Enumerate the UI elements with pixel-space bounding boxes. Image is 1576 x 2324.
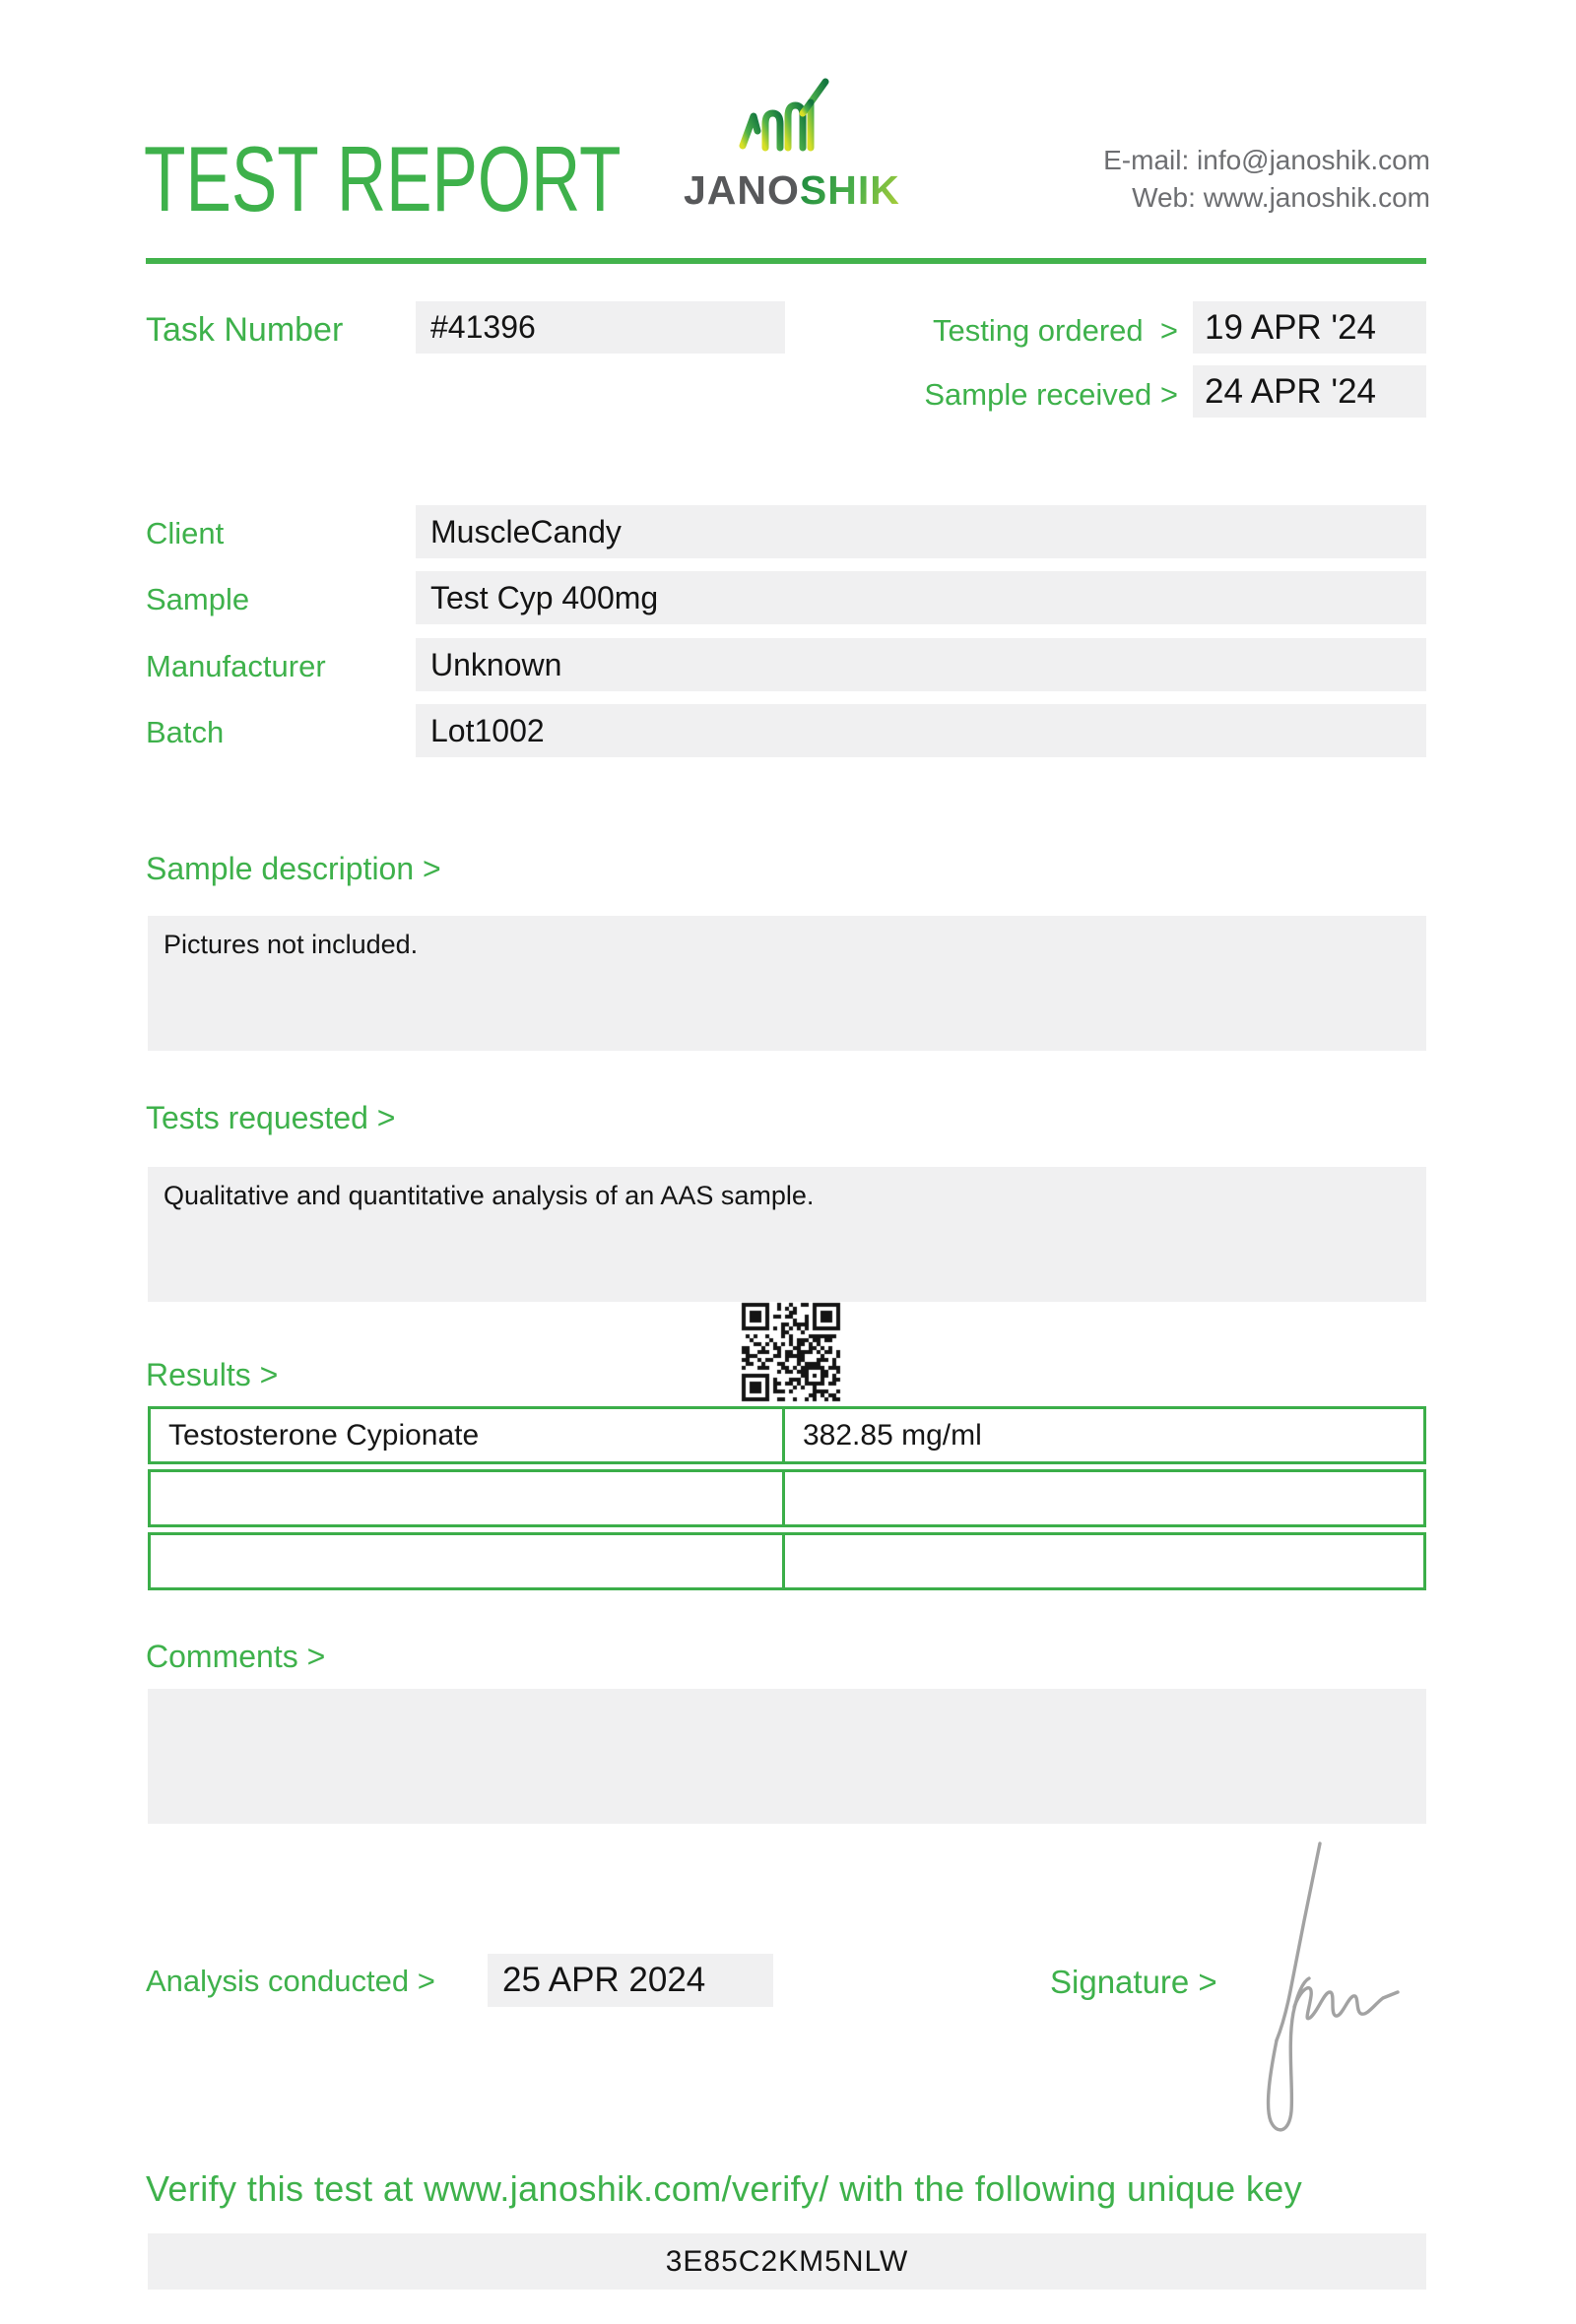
qr-code [741,1302,841,1402]
sample-value: Test Cyp 400mg [416,571,1426,624]
manufacturer-value: Unknown [416,638,1426,691]
contact-web: Web: www.janoshik.com [1132,182,1430,213]
manufacturer-label: Manufacturer [146,649,326,683]
result-analyte [151,1535,785,1587]
batch-label: Batch [146,715,225,749]
sample-description-heading: Sample description > [146,851,441,886]
batch-value: Lot1002 [416,704,1426,757]
arrow-glyph: > [1159,313,1178,348]
page-title: TEST REPORT [144,127,622,230]
client-label: Client [146,516,225,550]
handwritten-signature [1261,1834,1409,2144]
results-row [148,1532,1426,1590]
analysis-conducted-label: Analysis conducted > [146,1964,435,1998]
arrow-glyph: > [1159,377,1178,412]
unique-key-value: 3E85C2KM5NLW [148,2233,1426,2290]
results-row [148,1406,1426,1464]
comments-box [148,1689,1426,1824]
results-table [148,1406,1426,1595]
result-analyte [151,1472,785,1524]
results-row [148,1469,1426,1527]
sample-received-label: Sample received > [924,377,1178,412]
task-number-value: #41396 [416,301,785,354]
comments-heading: Comments > [146,1639,326,1674]
tests-requested-heading: Tests requested > [146,1100,396,1135]
sample-description-box: Pictures not included. [148,916,1426,1051]
verify-instruction: Verify this test at www.janoshik.com/verify/ with the following unique key [146,2168,1303,2209]
result-value: 382.85 mg/ml [803,1418,982,1452]
header-divider [146,258,1426,264]
result-value [785,1472,1423,1524]
signature-label: Signature > [1050,1964,1217,2000]
contact-email: E-mail: info@janoshik.com [1103,145,1430,175]
sample-received-value: 24 APR '24 [1193,365,1426,418]
client-value: MuscleCandy [416,505,1426,558]
result-value [785,1535,1423,1587]
results-heading: Results > [146,1357,279,1392]
sample-label: Sample [146,582,250,616]
contact-block [1103,142,1430,217]
logo-shik: SHIK [799,167,900,213]
analysis-conducted-date: 25 APR 2024 [488,1954,773,2007]
tests-requested-box: Qualitative and quantitative analysis of an AAS sample. [148,1167,1426,1302]
testing-ordered-label: Testing ordered > [932,313,1178,348]
logo-wordmark [684,167,900,214]
growth-chart-icon [737,75,831,168]
task-number-label: Task Number [146,311,344,349]
testing-ordered-value: 19 APR '24 [1193,301,1426,354]
result-analyte: Testosterone Cypionate [151,1409,785,1461]
logo-jano: JANO [684,167,800,213]
